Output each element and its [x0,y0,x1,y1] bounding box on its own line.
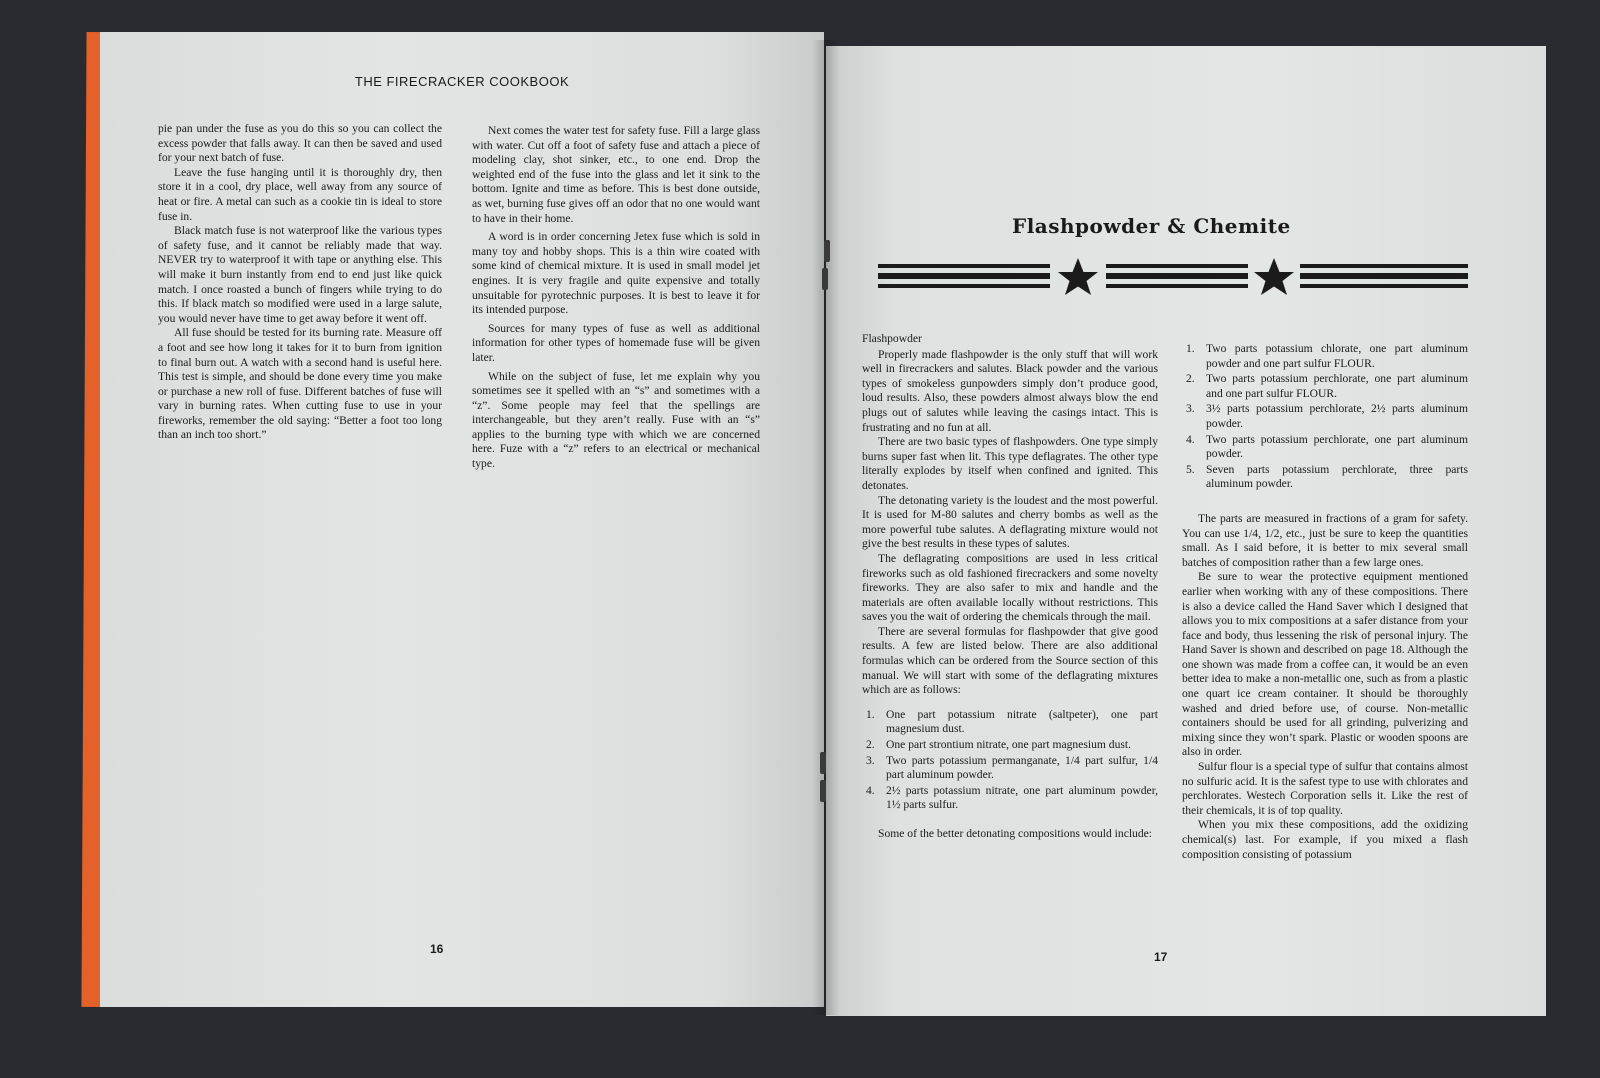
detonating-formula-list [1182,342,1468,492]
list-item: 2. One part strontium nitrate, one part magnesium dust. [866,738,1132,752]
paragraph: A word is in order concerning Jetex fuse which is sold in many toy and hobby shops. This is a thin wire coated with some kind of chemical mixture. It is used in small model jet engines. It is very fragile and quite expensive and totally unsuitable for pyrotechnic purposes. It is best to leave it for its intended purpose. [472,230,760,317]
paragraph: While on the subject of fuse, let me explain why you sometimes see it spelled with an “s” and sometimes with a “z”. Some people may feel that the spellings are interchangeable, but they aren’t really. Fuse with an “s” applies to the burning type with which we are concerned here. Fuze with a “z” refers to an electrical or mechanical type. [472,369,760,471]
star-stripe-banner [878,258,1468,302]
running-head: THE FIRECRACKER COOKBOOK [354,74,570,89]
paragraph: All fuse should be tested for its burning rate. Measure off a foot and see how long it takes for it to burn from ignition to final burn out. A watch with a second hand is useful here. This test is simple, and should be done every time you make or purchase a new roll of fuse. Different batches of fuse will vary in burning rates. When cutting fuse to use in your fireworks, remember the old saying: “Better a foot too long than an inch too short.” [158,326,442,442]
paragraph: There are several formulas for flashpowder that give good results. A few are listed below. There are also additional formulas which can be ordered from the Source section of this manual. We will start with some of the deflagrating mixtures which are as follows: [862,624,1158,697]
paragraph: pie pan under the fuse as you do this so you can collect the excess powder that falls away. It can then be saved and used for your next batch of fuse. [158,122,442,165]
page-number: 16 [430,942,444,956]
list-item: 4. Two parts potassium perchlorate, one part aluminum powder. [1186,432,1468,461]
list-item: 2. Two parts potassium perchlorate, one part aluminum and one part sulfur FLOUR. [1186,372,1468,400]
star-icon [1058,258,1098,295]
staple [822,268,828,290]
paragraph: Sources for many types of fuse as well as additional information for other types of homemade fuse will be given later. [472,321,760,364]
left-column-1 [158,122,442,443]
deflagrating-formula-list [862,708,1158,813]
paragraph: The parts are measured in fractions of a gram for safety. You can use 1/4, 1/2, etc., just be sure to keep the quantities small. As I said before, it is better to mix several small batches of composition rather than a few large ones. [1182,511,1468,569]
list-item: 1. Two parts potassium chlorate, one part aluminum powder and one part sulfur FLOUR. [1186,342,1468,370]
right-column-2 [1182,342,1468,862]
paragraph: Sulfur flour is a special type of sulfur that contains almost no sulfuric acid. It is the safest type to use with chlorates and perchlorates. Westech Corporation sells it. Like the rest of their chemicals, it is of top quality. [1182,760,1468,817]
staple [820,752,826,774]
star-icon [1254,258,1294,295]
staple [820,780,826,802]
paragraph: Black match fuse is not waterproof like the various types of safety fuse, and it cannot be reliably made that way. NEVER try to waterproof it with tape or anything else. This will make it burn instantly from end to end just like quick match. I once roasted a bunch of fingers while trying to do this. If black match so modified were used in a large salute, you would never have time to get away before it went off. [158,224,442,325]
right-page [826,46,1546,1016]
paragraph: The detonating variety is the loudest and the most powerful. It is used for M-80 salutes and cherry bombs as well as the more powerful tube salutes. A deflagrating mixture would not give the best results in these types of salutes. [862,493,1158,551]
left-page [100,32,824,1007]
paragraph: There are two basic types of flashpowders. One type simply burns super fast when lit. This type deflagrates. The other type literally explodes by itself when confined and ignited. This detonates. [862,435,1158,492]
list-item: 4. 2½ parts potassium nitrate, one part aluminum powder, 1½ parts sulfur. [866,783,1158,812]
list-item: 3. 3½ parts potassium perchlorate, 2½ parts aluminum powder. [1186,402,1468,430]
paragraph: Properly made flashpowder is the only stuff that will work well in firecrackers and salutes. Black powder and the various types of smokeless gunpowders simply don’t produce good, loud results. Also, these powders almost always blow the end plugs out of salutes while leaving the casings intact. This is frustrating and no fun at all. [862,347,1158,434]
paragraph: Some of the better detonating compositions would include: [878,827,1153,840]
list-item: 3. Two parts potassium permanganate, 1/4 part sulfur, 1/4 part aluminum powder. [866,753,1158,782]
right-column-1 [862,332,1158,842]
paragraph: The deflagrating compositions are used in less critical fireworks such as old fashioned firecrackers and some novelty fireworks. They are also safer to mix and handle and the materials are often available locally without restrictions. This saves you the wait of ordering the chemicals through the mail. [862,551,1158,624]
paragraph: Leave the fuse hanging until it is thoroughly dry, then store it in a cool, dry place, well away from any source of heat or fire. A metal can such as a cookie tin is ideal to store fuse in. [158,165,442,223]
chapter-title: Flashpowder & Chemite [1012,214,1291,238]
paragraph: Next comes the water test for safety fuse. Fill a large glass with water. Cut off a foot of safety fuse and attach a piece of modeling clay, shot sinker, etc., to one end. Drop the weighted end of the fuse into the glass and let it sink to the bottom. Ignite and time as before. This is best done outside, as wet, burning fuse gives off an odor that no one would want to have in their home. [472,124,760,225]
book-spine [812,40,840,1015]
staple [824,240,830,262]
list-item: 1. One part potassium nitrate (saltpeter), one part magnesium dust. [866,707,1158,736]
list-item: 5. Seven parts potassium perchlorate, three parts aluminum powder. [1186,462,1468,491]
page-number: 17 [1154,950,1168,964]
section-heading: Flashpowder [862,332,922,345]
paragraph: When you mix these compositions, add the oxidizing chemical(s) last. For example, if you mixed a flash composition consisting of potassium [1182,818,1468,861]
left-column-2 [472,124,760,472]
paragraph: Be sure to wear the protective equipment mentioned earlier when working with any of these compositions. There is also a device called the Hand Saver which I designed that allows you to mix compositions at a safer distance from your face and body, thus lessening the risk of personal injury. The Hand Saver is shown and described on page 18. Although the one shown was made from a coffee can, it would be an even better idea to make a non-metallic one, such as from a plastic one quart ice cream container. It should be thoroughly washed and dried before use, of course. Non-metallic containers should be used for all grinding, pulverizing and mixing since they won’t spark. Plastic or wooden spoons are also in order. [1182,570,1468,759]
